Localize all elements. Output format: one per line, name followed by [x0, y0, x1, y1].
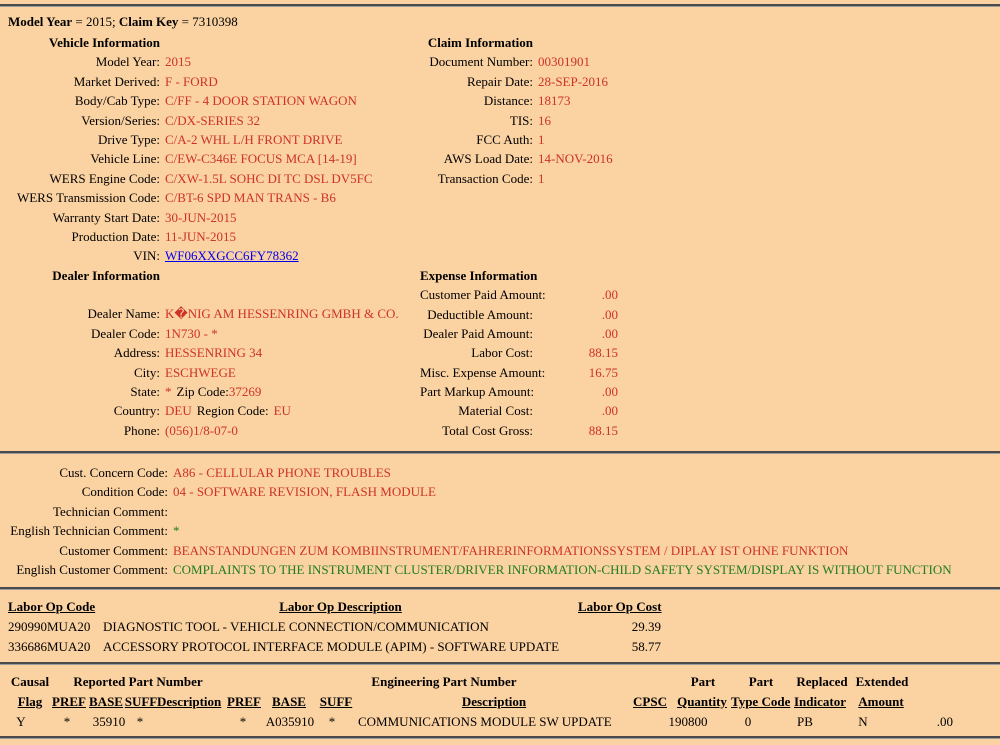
info-value: 16: [538, 112, 551, 128]
info-value: 04 - SOFTWARE REVISION, FLASH MODULE: [173, 484, 436, 500]
info-value: 1: [538, 170, 545, 186]
english-technician-comment-row: [0, 521, 1000, 540]
expense-row: [420, 285, 998, 304]
engineering-description-header: Description: [461, 694, 527, 710]
info-value: 28-SEP-2016: [538, 73, 609, 89]
info-label: Version/Series:: [81, 112, 160, 128]
expense-info-heading: Expense Information: [420, 267, 538, 283]
claim-row: [420, 149, 998, 168]
info-value: 00301901: [538, 54, 590, 70]
indicator-value: N: [858, 713, 868, 729]
info-label: Misc. Expense Amount:: [420, 364, 546, 380]
engineering-description-value: COMMUNICATIONS MODULE SW UPDATE: [358, 713, 612, 729]
engineering-part-number-group-header: Engineering Part Number: [371, 674, 517, 690]
vehicle-row: [0, 72, 418, 91]
quantity-value: 0: [744, 713, 752, 729]
dealer-row: [0, 363, 418, 382]
info-label: Technician Comment:: [53, 503, 168, 519]
labor-op-cost: 58.77: [631, 638, 661, 654]
customer-comment-row: [0, 541, 1000, 560]
info-value: C/DX-SERIES 32: [165, 112, 260, 128]
expense-row: [420, 401, 998, 420]
indicator-header: Indicator: [794, 694, 846, 710]
vehicle-row: [0, 227, 418, 246]
vehicle-dealer-column: [0, 33, 418, 440]
parts-data-row: [0, 712, 1000, 732]
claim-info-heading-row: [420, 33, 998, 52]
dealer-row: [0, 324, 418, 343]
info-value: 30-JUN-2015: [165, 209, 237, 225]
info-value: 18173: [538, 93, 571, 109]
causal-flag-value: Y: [16, 713, 26, 729]
amount-value: .00: [936, 713, 953, 729]
claim-info-heading: Claim Information: [427, 35, 533, 50]
dealer-row: [0, 343, 418, 362]
concern-code-row: [0, 463, 1000, 482]
reported-pref-value: *: [63, 713, 71, 729]
info-label: Transaction Code:: [437, 170, 533, 186]
expense-row: [420, 324, 998, 343]
reported-part-number-group-header: Reported Part Number: [73, 674, 203, 690]
info-value: C/XW-1.5L SOHC DI TC DSL DV5FC: [165, 170, 373, 186]
engineering-base-value: A035910: [265, 713, 315, 729]
info-label: City:: [133, 364, 160, 380]
extended-group-header: Extended: [855, 674, 909, 690]
info-value: C/FF - 4 DOOR STATION WAGON: [165, 93, 357, 109]
info-label: WERS Transmission Code:: [16, 190, 160, 206]
info-value: 2015: [165, 54, 191, 70]
state-label: State:: [130, 384, 160, 400]
engineering-suff-value: *: [328, 713, 336, 729]
vehicle-info-heading-row: [0, 33, 418, 52]
info-label: Body/Cab Type:: [74, 93, 160, 109]
labor-op-description: ACCESSORY PROTOCOL INTERFACE MODULE (APIM) - SOFTWARE UPDATE: [103, 638, 560, 654]
info-label: Customer Comment:: [59, 542, 168, 558]
info-label: Dealer Name:: [87, 306, 160, 322]
info-value: ESCHWEGE: [165, 364, 236, 380]
dealer-row: [0, 304, 418, 323]
claim-row: [420, 111, 998, 130]
type-code-header: Type Code: [731, 694, 791, 710]
info-label: TIS:: [509, 112, 533, 128]
dealer-info-heading: Dealer Information: [52, 267, 160, 283]
expense-row: [420, 382, 998, 401]
info-value: F - FORD: [165, 73, 218, 89]
dealer-info-heading-row: [0, 266, 418, 285]
part-type-group-header: Part: [748, 674, 774, 690]
part-quantity-group-header: Part: [690, 674, 716, 690]
info-value: K�NIG AM HESSENRING GMBH & CO.: [165, 306, 399, 322]
technician-comment-row: [0, 502, 1000, 521]
dealer-phone-row: [0, 421, 418, 440]
labor-op-cost: 29.39: [631, 619, 661, 635]
reported-pref-header: PREF: [52, 694, 86, 710]
info-value: C/BT-6 SPD MAN TRANS - B6: [165, 190, 336, 206]
info-label: WERS Engine Code:: [49, 170, 160, 186]
vehicle-row: [0, 169, 418, 188]
expense-row: [420, 363, 998, 382]
causal-group-header: Causal: [10, 674, 50, 690]
info-label: Warranty Start Date:: [52, 209, 160, 225]
region-label: Region Code:: [196, 403, 269, 419]
model-year-title-value: = 2015;: [72, 14, 119, 29]
reported-suff-value: *: [136, 713, 144, 729]
expense-row: [420, 305, 998, 324]
info-label: Production Date:: [71, 228, 160, 244]
labor-op-code-header: Labor Op Code: [8, 599, 96, 615]
expense-info-heading-row: [420, 266, 998, 285]
vehicle-row: [0, 130, 418, 149]
parts-column-header-row: [0, 692, 1000, 712]
amount-value: .00: [601, 325, 618, 341]
amount-value: .00: [601, 306, 618, 322]
labor-op-table: [0, 590, 1000, 662]
vehicle-row: [0, 149, 418, 168]
claim-row: [420, 169, 998, 188]
info-label: Deductible Amount:: [427, 306, 533, 322]
reported-description-header: Description: [157, 694, 222, 710]
claim-row: [420, 130, 998, 149]
comments-section: [0, 454, 1000, 587]
amount-value: .00: [601, 287, 618, 303]
info-value: COMPLAINTS TO THE INSTRUMENT CLUSTER/DRIVER INFORMATION-CHILD SAFETY SYSTEM/DISPLAY IS WITHOUT FUNCTION: [173, 561, 952, 577]
reported-base-header: BASE: [89, 694, 123, 710]
flag-header: Flag: [17, 694, 43, 710]
claim-key-title-value: = 7310398: [178, 14, 238, 29]
amount-value: 88.15: [588, 345, 618, 361]
vehicle-row: [0, 111, 418, 130]
info-label: Labor Cost:: [471, 345, 533, 361]
info-label: Total Cost Gross:: [442, 422, 533, 438]
vehicle-row: [0, 52, 418, 71]
info-value: C/A-2 WHL L/H FRONT DRIVE: [165, 131, 343, 147]
bottom-divider: [0, 736, 1000, 739]
zip-value: 37269: [228, 384, 262, 400]
info-label: AWS Load Date:: [443, 151, 533, 167]
info-label: Market Derived:: [73, 73, 160, 89]
state-value: *: [165, 384, 172, 400]
region-value: EU: [273, 403, 291, 419]
spacer: [0, 285, 418, 304]
spacer: [420, 188, 998, 266]
replaced-group-header: Replaced: [796, 674, 848, 690]
info-label: Distance:: [483, 93, 533, 109]
claim-row: [420, 72, 998, 91]
info-value: HESSENRING 34: [165, 345, 263, 361]
info-value: *: [173, 523, 180, 539]
country-value: DEU: [165, 403, 192, 419]
info-label: Dealer Paid Amount:: [423, 325, 533, 341]
amount-value: .00: [601, 403, 618, 419]
expense-row: [420, 343, 998, 362]
labor-op-code: 290990MUA20: [8, 619, 91, 635]
amount-value: 16.75: [588, 364, 618, 380]
labor-op-description: DIAGNOSTIC TOOL - VEHICLE CONNECTION/COMMUNICATION: [103, 619, 489, 635]
phone-value: (056)1/8-07-0: [165, 422, 238, 438]
vin-label: VIN:: [133, 248, 160, 264]
info-label: Drive Type:: [97, 131, 160, 147]
info-grid: [0, 33, 1000, 441]
engineering-pref-header: PREF: [227, 694, 261, 710]
info-value: 14-NOV-2016: [538, 151, 613, 167]
info-value: BEANSTANDUNGEN ZUM KOMBIINSTRUMENT/FAHRERINFORMATIONSSYSTEM / DIPLAY IST OHNE FUNKTION: [173, 542, 849, 558]
vehicle-row: [0, 188, 418, 207]
labor-row: [0, 637, 1000, 657]
reported-suff-header: SUFF: [124, 694, 158, 710]
engineering-base-header: BASE: [272, 694, 306, 710]
english-customer-comment-row: [0, 560, 1000, 579]
labor-header-row: [0, 597, 1000, 617]
condition-code-row: [0, 482, 1000, 501]
vin-link[interactable]: WF06XXGCC6FY78362: [165, 248, 299, 264]
dealer-state-zip-row: [0, 382, 418, 401]
info-label: Document Number:: [429, 54, 533, 70]
engineering-pref-value: *: [239, 713, 247, 729]
info-value: 1: [538, 131, 545, 147]
info-label: Part Markup Amount:: [420, 384, 535, 400]
info-value: A86 - CELLULAR PHONE TROUBLES: [173, 465, 391, 480]
country-label: Country:: [113, 403, 160, 419]
amount-value: 88.15: [588, 422, 618, 438]
info-value: C/EW-C346E FOCUS MCA [14-19]: [165, 151, 357, 167]
expense-row: [420, 421, 998, 440]
engineering-suff-header: SUFF: [319, 694, 353, 710]
claim-row: [420, 91, 998, 110]
parts-table: [0, 665, 1000, 736]
info-label: Material Cost:: [458, 403, 533, 419]
info-label: English Technician Comment:: [10, 523, 168, 539]
parts-group-header-row: [0, 672, 1000, 692]
labor-op-cost-header: Labor Op Cost: [578, 599, 662, 615]
claim-key-title-label: Claim Key: [118, 14, 179, 29]
vin-row: [0, 246, 418, 265]
info-label: Dealer Code:: [91, 325, 160, 341]
info-label: Repair Date:: [466, 73, 533, 89]
vehicle-row: [0, 91, 418, 110]
phone-label: Phone:: [123, 422, 160, 438]
info-label: Condition Code:: [81, 484, 168, 500]
type-code-value: PB: [797, 713, 813, 729]
info-value: 1N730 - *: [165, 325, 218, 341]
dealer-country-region-row: [0, 401, 418, 420]
report-title: [0, 7, 1000, 33]
zip-label: Zip Code:: [176, 384, 229, 400]
info-label: Cust. Concern Code:: [59, 465, 168, 480]
quantity-header: Quantity: [677, 694, 727, 710]
amount-header: Amount: [858, 694, 904, 710]
info-label: FCC Auth:: [476, 131, 533, 147]
labor-op-code: 336686MUA20: [8, 638, 91, 654]
claim-expense-column: [420, 33, 998, 440]
labor-op-description-header: Labor Op Description: [279, 599, 402, 615]
info-value: 11-JUN-2015: [165, 228, 237, 244]
vehicle-row: [0, 208, 418, 227]
reported-base-value: 35910: [92, 713, 126, 729]
info-label: Model Year:: [95, 54, 160, 70]
vehicle-info-heading: Vehicle Information: [48, 35, 160, 50]
claim-report-page: [0, 4, 1000, 745]
info-label: English Customer Comment:: [16, 561, 168, 577]
info-label: Address:: [113, 345, 160, 361]
info-label: Vehicle Line:: [90, 151, 160, 167]
amount-value: .00: [601, 384, 618, 400]
cpsc-value: 190800: [668, 713, 708, 729]
model-year-title-label: Model Year: [8, 14, 73, 29]
cpsc-header: CPSC: [633, 694, 667, 710]
info-label: Customer Paid Amount:: [420, 287, 546, 303]
labor-row: [0, 617, 1000, 637]
claim-row: [420, 52, 998, 71]
